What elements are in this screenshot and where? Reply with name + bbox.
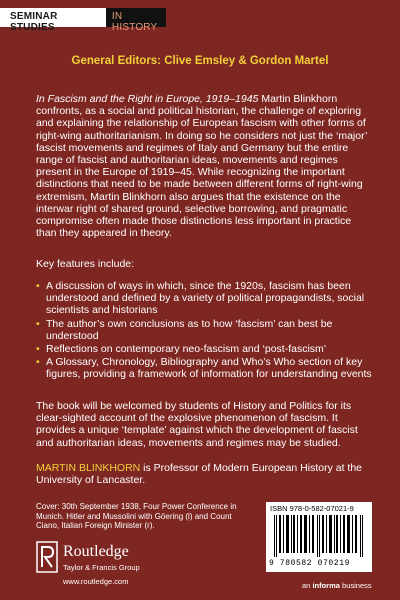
closing-paragraph: The book will be welcomed by students of History and Politics for its clear-sighted account of the explosive phenomenon of fascism. It provides a unique ‘template’ against which the development of fascist and authoritarian ideas, movements and regimes may be studied. — [36, 400, 358, 449]
series-badge — [0, 8, 166, 33]
author-name: MARTIN BLINKHORN — [36, 462, 141, 474]
list-item: • A Glossary, Chronology, Bibliography and Who’s Who section of key figures, providing a framework of information for understanding events — [36, 356, 372, 380]
list-item: • Reflections on contemporary neo-fascism and ‘post-fascism’ — [36, 343, 372, 355]
publisher-name: Routledge — [63, 543, 129, 560]
general-editors: General Editors: Clive Emsley & Gordon Martel — [71, 55, 329, 67]
barcode-icon — [274, 515, 366, 557]
informa-brand: informa — [312, 581, 340, 590]
informa-business: an informa business — [302, 581, 372, 590]
author-bio-text: is Professor of Modern European History at the University of Lancaster. — [36, 462, 363, 487]
book-title: In Fascism and the Right in Europe, 1919–1945 — [36, 93, 259, 105]
publisher-block — [36, 541, 256, 591]
list-item: • A discussion of ways in which, since the 1920s, fascism has been understood and defined by a variety of political propagandists, social scientists and historians — [36, 280, 372, 317]
publisher-group: Taylor & Francis Group — [63, 563, 140, 572]
isbn-barcode-box — [266, 502, 372, 572]
series-name: SEMINAR STUDIES — [0, 8, 106, 27]
list-item: • The author’s own conclusions as to how ‘fascism’ can best be understood — [36, 318, 372, 342]
intro-text: Martin Blinkhorn confronts, as a social and political historian, the challenge of exploring and explaining the relationship of European fascism with other forms of right-wing authoritarianism. In doing so he considers not just the ‘major’ fascist movements and regimes of Italy and Germany but the entire range of fascist and authoritarian ideas, movements and regimes present in the Europe of 1919–45. While recognizing the important distinctions that need to be made between different forms of right-wing extremism, Martin Blinkhorn also argues that the existence on the interwar right of shared ground, selective borrowing, and pragmatic compromise often made those distinctions less important in practice than they appeared in theory. — [36, 93, 367, 240]
publisher-url: www.routledge.com — [63, 577, 129, 586]
routledge-r-logo-icon — [36, 541, 58, 581]
author-bio — [36, 462, 372, 486]
isbn-label: ISBN 978-0-582-07021-9 — [270, 504, 354, 513]
key-features-list — [36, 280, 372, 382]
cover-caption: Cover: 30th September 1938, Four Power Conference in Munich. Hitler and Mussolini with Göering (l) and Count Ciano, Italian Foreign Minister (r). — [36, 502, 237, 531]
series-header — [0, 0, 400, 33]
intro-paragraph — [36, 93, 372, 239]
series-subject: IN HISTORY — [111, 11, 158, 33]
barcode-digits: 9 780582 070219 — [269, 559, 351, 568]
key-features-label: Key features include: — [36, 258, 135, 270]
